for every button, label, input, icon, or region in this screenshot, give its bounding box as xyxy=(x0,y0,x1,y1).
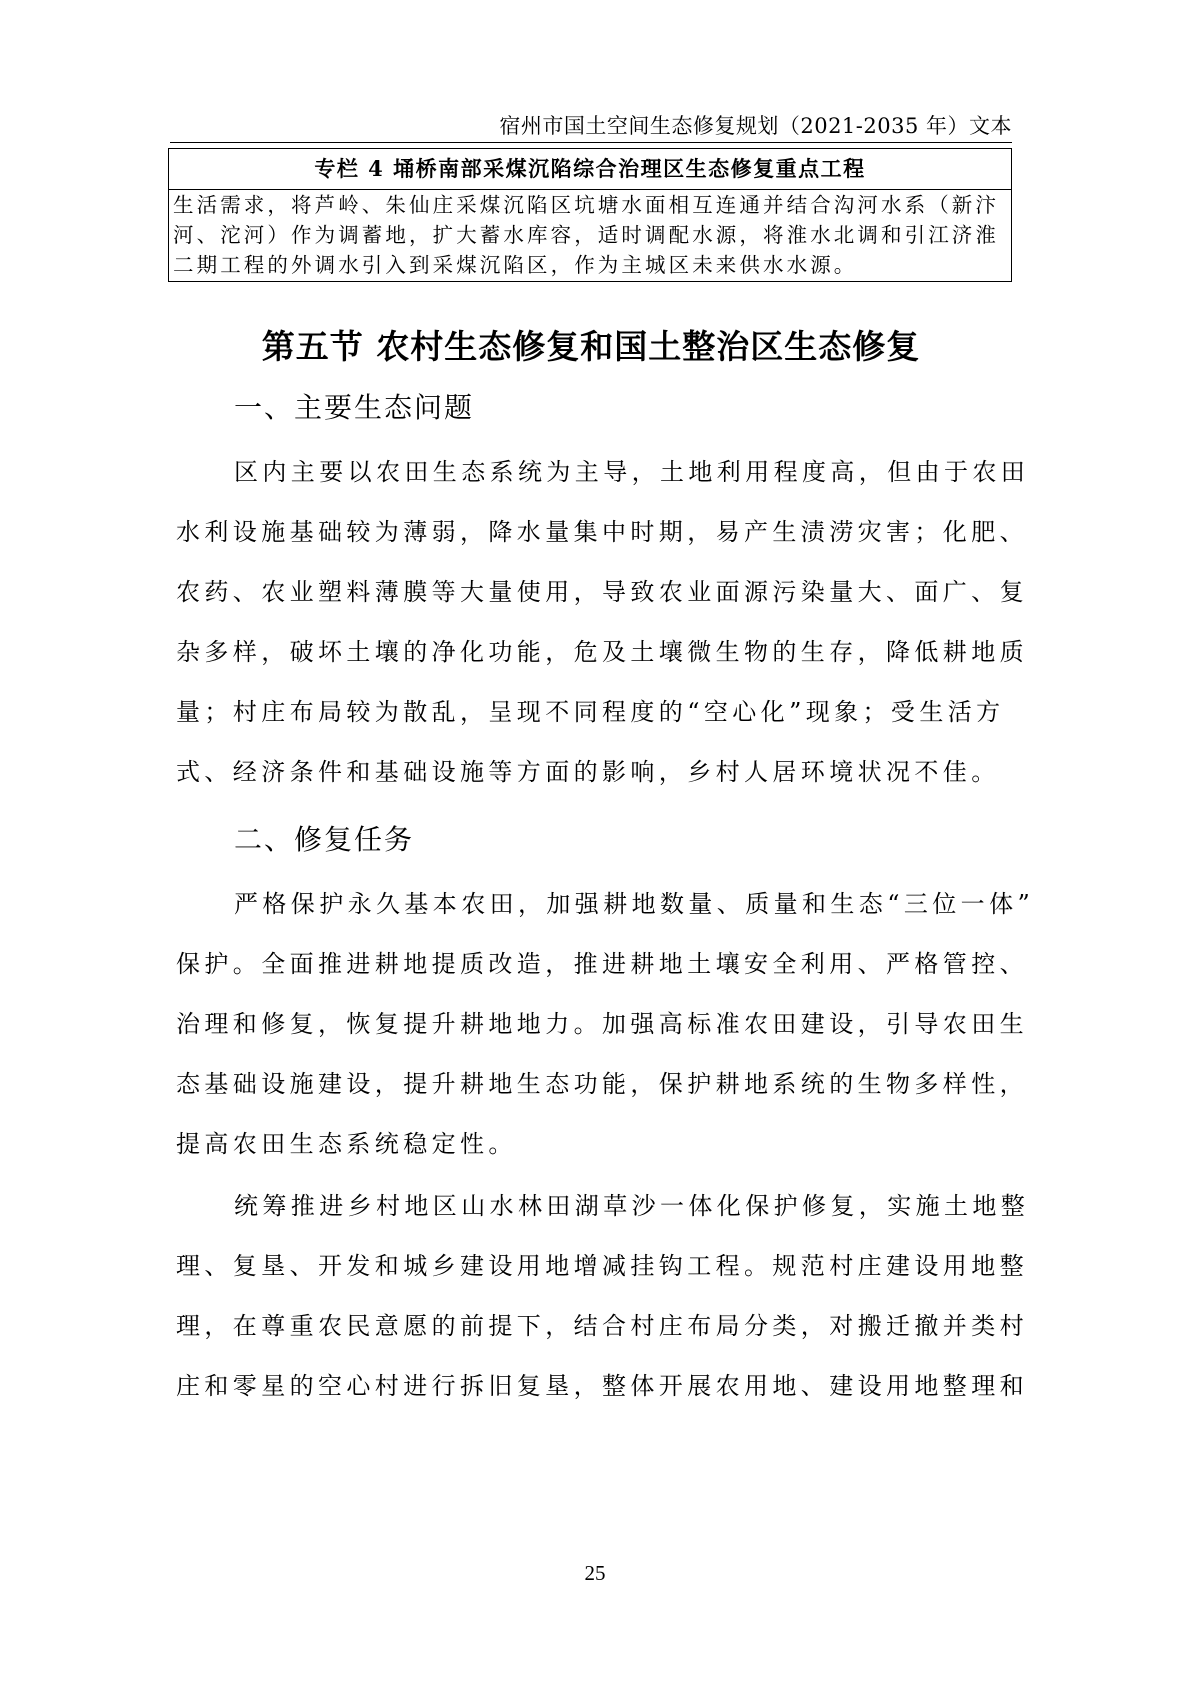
subheading-problems: 一、主要生态问题 xyxy=(234,391,475,424)
paragraph-line: 统筹推进乡村地区山水林田湖草沙一体化保护修复，实施土地整 xyxy=(234,1192,1030,1220)
page-number: 25 xyxy=(584,1561,606,1585)
subheading-tasks: 二、修复任务 xyxy=(234,823,415,856)
column-box-line: 生活需求，将芦岭、朱仙庄采煤沉陷区坑塘水面相互连通并结合沟河水系（新汴 xyxy=(173,193,999,217)
section-title: 第五节 农村生态修复和国土整治区生态修复 xyxy=(261,327,921,366)
header-divider xyxy=(170,142,1012,143)
column-box-line: 河、沱河）作为调蓄地，扩大蓄水库容，适时调配水源，将淮水北调和引江济淮 xyxy=(173,223,999,247)
paragraph-line: 农药、农业塑料薄膜等大量使用，导致农业面源污染量大、面广、复 xyxy=(176,578,1028,606)
paragraph-line: 庄和零星的空心村进行拆旧复垦，整体开展农用地、建设用地整理和 xyxy=(176,1372,1028,1400)
paragraph-line: 治理和修复，恢复提升耕地地力。加强高标准农田建设，引导农田生 xyxy=(176,1010,1028,1038)
column-box-title: 专栏 4 埇桥南部采煤沉陷综合治理区生态修复重点工程 xyxy=(169,149,1011,190)
paragraph-line: 保护。全面推进耕地提质改造，推进耕地土壤安全利用、严格管控、 xyxy=(176,950,1028,978)
paragraph-line: 理、复垦、开发和城乡建设用地增减挂钩工程。规范村庄建设用地整 xyxy=(176,1252,1028,1280)
paragraph-line: 严格保护永久基本农田，加强耕地数量、质量和生态“三位一体” xyxy=(234,890,1035,918)
paragraph-line: 量；村庄布局较为散乱，呈现不同程度的“空心化”现象；受生活方 xyxy=(176,698,1005,726)
column-box-line: 二期工程的外调水引入到采煤沉陷区，作为主城区未来供水水源。 xyxy=(173,253,858,277)
paragraph-line: 提高农田生态系统稳定性。 xyxy=(176,1130,517,1158)
running-header: 宿州市国土空间生态修复规划（2021-2035 年）文本 xyxy=(499,114,1012,138)
paragraph-line: 水利设施基础较为薄弱，降水量集中时期，易产生渍涝灾害；化肥、 xyxy=(176,518,1028,546)
column-box xyxy=(168,148,1012,282)
paragraph-line: 理，在尊重农民意愿的前提下，结合村庄布局分类，对搬迁撤并类村 xyxy=(176,1312,1028,1340)
paragraph-line: 式、经济条件和基础设施等方面的影响，乡村人居环境状况不佳。 xyxy=(176,758,1000,786)
paragraph-line: 杂多样，破坏土壤的净化功能，危及土壤微生物的生存，降低耕地质 xyxy=(176,638,1028,666)
paragraph-line: 区内主要以农田生态系统为主导，土地利用程度高，但由于农田 xyxy=(234,458,1030,486)
paragraph-line: 态基础设施建设，提升耕地生态功能，保护耕地系统的生物多样性， xyxy=(176,1070,1028,1098)
